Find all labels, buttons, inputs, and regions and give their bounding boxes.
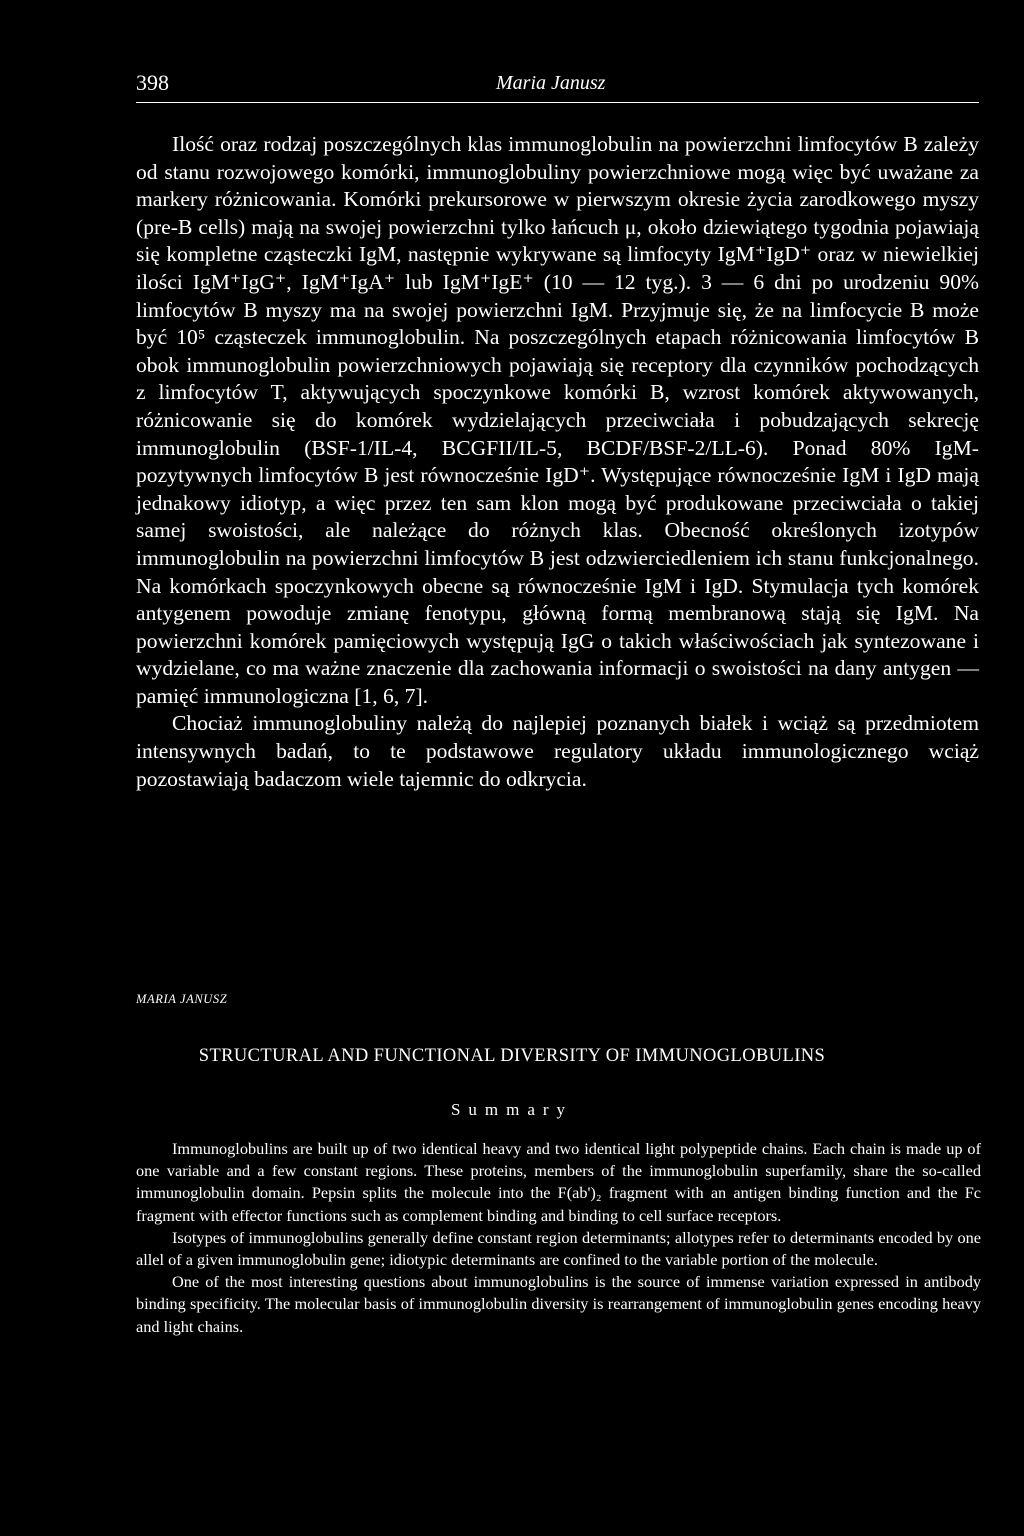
- main-body: [136, 131, 979, 793]
- page-header: [136, 70, 979, 104]
- summary-body: [136, 1138, 981, 1338]
- header-rule: [136, 102, 979, 103]
- page-number: 398: [136, 70, 169, 95]
- summary-paragraph: One of the most interesting questions about immunoglobulins is the source of immense variation expressed in antibody binding specificity. The molecular basis of immunoglobulin diversity is rearrangement of immunoglobulin genes encoding heavy and light chains.: [136, 1272, 981, 1336]
- summary-heading: Summary: [450, 1100, 574, 1119]
- running-head: Maria Janusz: [496, 72, 606, 94]
- body-paragraph: Ilość oraz rodzaj poszczególnych klas immunoglobulin na powierzchni limfocytów B zależy od stanu rozwojowego komórki, immunoglobuliny powierzchniowe mogą więc być uważane za markery różnicowania. Komórki prekursorowe w pierwszym okresie życia zarodkowego myszy (pre-B cells) mają na swojej powierzchni tylko łańcuch μ, około dziewiątego tygodnia pojawiają się kompletne cząsteczki IgM, następnie wykrywane są limfocyty IgM⁺IgD⁺ oraz w niewielkiej ilości IgM⁺IgG⁺, IgM⁺IgA⁺ lub IgM⁺IgE⁺ (10 — 12 tyg.). 3 — 6 dni po urodzeniu 90% limfocytów B myszy ma na swojej powierzchni IgM. Przyjmuje się, że na limfocycie B może być 10⁵ cząsteczek immunoglobulin. Na poszczególnych etapach różnicowania limfocytów B obok immunoglobulin powierzchniowych pojawiają się receptory dla czynników pochodzących z limfocytów T, aktywujących spoczynkowe komórki B, wzrost komórek aktywowanych, różnicowanie się do komórek wydzielających przeciwciała i pobudzających sekrecję immunoglobulin (BSF-1/IL-4, BCGFII/IL-5, BCDF/BSF-2/LL-6). Ponad 80% IgM-pozytywnych limfocytów B jest równocześnie IgD⁺. Występujące równocześnie IgM i IgD mają jednakowy idiotyp, a więc przez ten sam klon mogą być produkowane przeciwciała o takiej samej swoistości, ale należące do różnych klas. Obecność określonych izotypów immunoglobulin na powierzchni limfocytów B jest odzwierciedleniem ich stanu funkcjonalnego. Na komórkach spoczynkowych obecne są równocześnie IgM i IgD. Stymulacja tych komórek antygenem powoduje zmianę fenotypu, główną formą membranową stają się IgM. Na powierzchni komórek pamięciowych występują IgG o takich właściwościach jak syntezowane i wydzielane, co ma ważne znaczenie dla zachowania informacji o swoistości na dany antygen — pamięć immunologiczna [1, 6, 7].: [136, 132, 979, 708]
- summary-paragraph: Isotypes of immunoglobulins generally define constant region determinants; allotypes refer to determinants encoded by one allel of a given immunoglobulin gene; idiotypic determinants are confined to the variable portion of the molecule.: [136, 1227, 981, 1270]
- summary-author: MARIA JANUSZ: [136, 992, 228, 1006]
- summary-paragraph: Immunoglobulins are built up of two identical heavy and two identical light polypeptide chains. Each chain is made up of one variable and a few constant regions. These proteins, members of the immunoglobulin superfamily, share the so-called immunoglobulin domain. Pepsin splits the molecule into the F(ab')₂ fragment with an antigen binding function and the Fc fragment with effector functions such as complement binding and binding to cell surface receptors.: [136, 1139, 981, 1225]
- summary-title: STRUCTURAL AND FUNCTIONAL DIVERSITY OF IMMUNOGLOBULINS: [198, 1046, 826, 1066]
- body-paragraph: Chociaż immunoglobuliny należą do najlepiej poznanych białek i wciąż są przedmiotem intensywnych badań, to te podstawowe regulatory układu immunologicznego wciąż pozostawiają badaczom wiele tajemnic do odkrycia.: [136, 711, 979, 791]
